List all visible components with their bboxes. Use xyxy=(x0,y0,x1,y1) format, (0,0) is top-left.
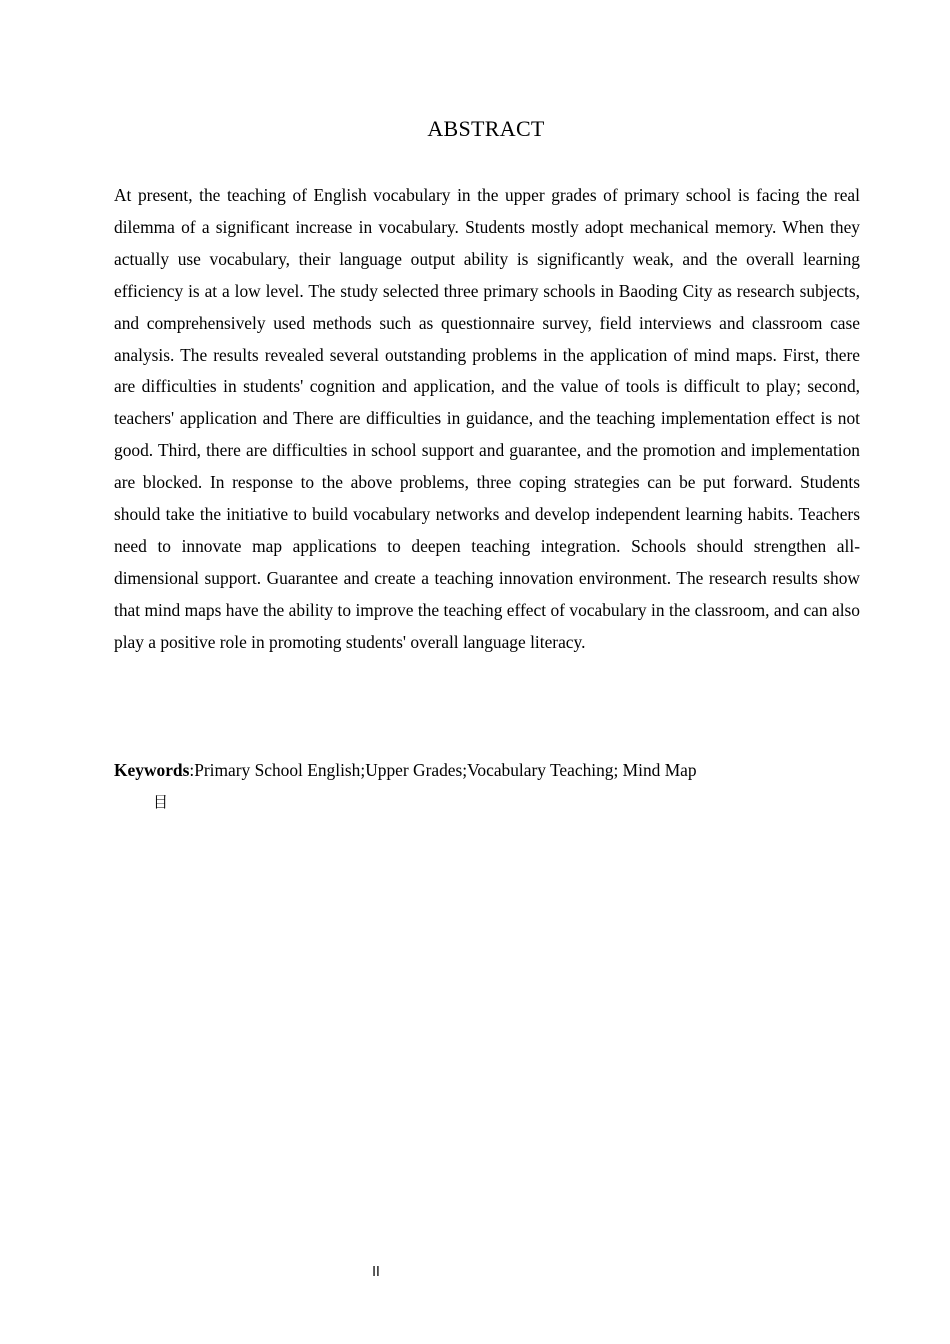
page-number: II xyxy=(372,1265,380,1280)
keywords-line xyxy=(114,755,860,787)
toc-heading-fragment: 目 xyxy=(153,793,169,811)
abstract-title: ABSTRACT xyxy=(427,116,545,141)
abstract-body: At present, the teaching of English vocabulary in the upper grades of primary school is facing the real dilemma of a significant increase in vocabulary. Students mostly adopt mechanical memory. When they actually use vocabulary, their language output ability is significantly weak, and the overall learning efficiency is at a low level. The study selected three primary schools in Baoding City as research subjects, and comprehensively used methods such as questionnaire survey, field interviews and classroom case analysis. The results revealed several outstanding problems in the application of mind maps. First, there are difficulties in students' cognition and application, and the value of tools is difficult to play; second, teachers' application and There are difficulties in guidance, and the teaching implementation effect is not good. Third, there are difficulties in school support and guarantee, and the promotion and implementation are blocked. In response to the above problems, three coping strategies can be put forward. Students should take the initiative to build vocabulary networks and develop independent learning habits. Teachers need to innovate map applications to deepen teaching integration. Schools should strengthen all-dimensional support. Guarantee and create a teaching innovation environment. The research results show that mind maps have the ability to improve the teaching effect of vocabulary in the classroom, and can also play a positive role in promoting students' overall language literacy. xyxy=(114,185,860,652)
keywords-text: Primary School English;Upper Grades;Vocabulary Teaching; Mind Map xyxy=(194,760,697,780)
keywords-label: Keywords xyxy=(114,760,190,780)
keywords-separator: : xyxy=(189,760,195,780)
